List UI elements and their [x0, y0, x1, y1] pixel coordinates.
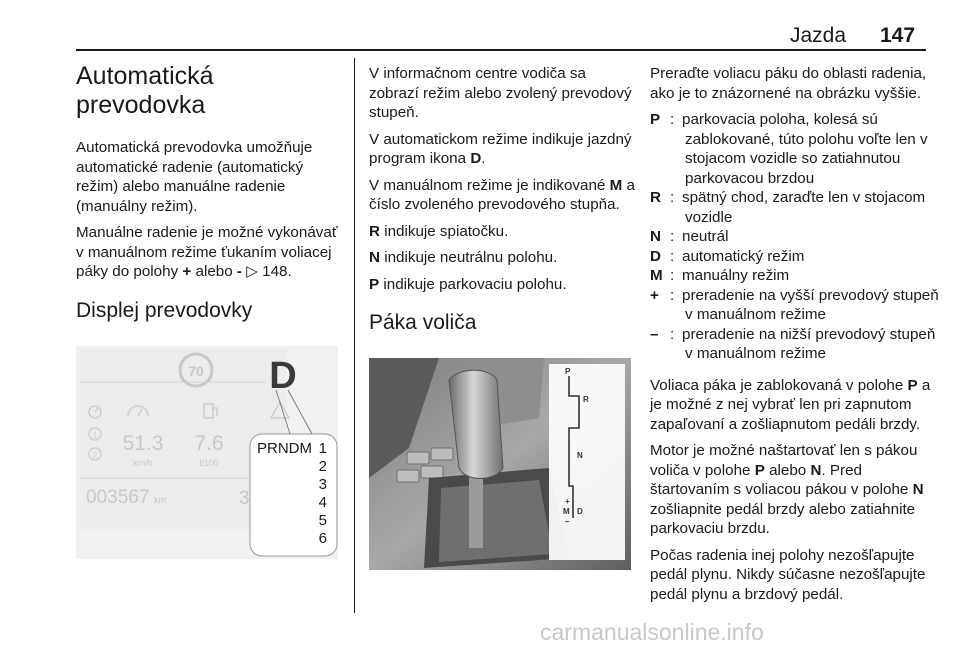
header-rule	[76, 49, 926, 51]
speed-value: 51.3	[122, 431, 164, 455]
definition-item: M : manuálny režim	[650, 267, 790, 284]
consumption-unit: l/100	[199, 457, 219, 468]
callout-label: PRNDM	[257, 439, 312, 457]
odometer-value: 003567	[86, 486, 150, 508]
odometer-unit: km	[154, 494, 166, 505]
page-number: 147	[880, 24, 916, 47]
definition-item: N : neutrál	[650, 228, 729, 245]
paragraph: P indikuje parkovaciu polohu.	[369, 275, 567, 293]
paragraph: V manuálnom režime je indikované M a číslo zvoleného prevodového stupňa.	[369, 176, 635, 213]
column-2	[369, 64, 635, 570]
svg-text:1: 1	[92, 430, 98, 440]
consumption-value: 7.6	[194, 431, 224, 455]
gate-label-minus: –	[565, 517, 570, 526]
definition-item: P : parkovacia poloha, kolesá sú zablokované, túto polohu voľte len v stojacom vozidle so zatiahnutou parkovacou brzdou	[650, 111, 928, 187]
paragraph: R indikuje spiatočku.	[369, 222, 509, 240]
paragraph: Automatická prevodovka umožňuje automatické radenie (automatický režim) alebo manuálne radenie (manuálny režim).	[76, 139, 313, 215]
callout-gear-3: 3	[318, 475, 327, 493]
gate-label-m: M	[563, 507, 570, 516]
gate-label-plus: +	[565, 497, 570, 506]
callout-gear-1: 1	[318, 439, 327, 457]
callout-gear-6: 6	[318, 529, 327, 547]
page-header-title: Jazda	[790, 24, 847, 47]
section-heading-display: Displej prevodovky	[76, 298, 253, 322]
gate-label-p: P	[565, 367, 571, 376]
footer-watermark: carmanualsonline.info	[540, 619, 764, 645]
callout-gear-2: 2	[318, 457, 327, 475]
definition-item: R : spätný chod, zaraďte len v stojacom vozidle	[650, 189, 926, 226]
gate-label-n: N	[577, 451, 583, 460]
page-reference[interactable]: 148.	[262, 263, 292, 280]
speed-limit-value: 70	[188, 362, 204, 379]
section-heading-selector-lever: Páka voliča	[369, 311, 477, 334]
paragraph: V informačnom centre vodiča sa zobrazí režim alebo zvolený prevodový stupeň.	[369, 65, 632, 121]
page-reference-icon[interactable]: ▷	[246, 263, 258, 280]
gear-digit: 3	[239, 487, 250, 509]
definition-item: – : preradenie na nižší prevodový stupeň v manuálnom režime	[650, 325, 936, 362]
speed-unit: km/h	[133, 457, 153, 468]
selector-lever-photo	[369, 358, 631, 570]
definition-list	[650, 110, 940, 364]
column-divider	[354, 58, 355, 613]
paragraph: Preraďte voliacu páku do oblasti radenia, ako je to znázornené na obrázku vyššie.	[650, 65, 927, 102]
definition-item: + : preradenie na vyšší prevodový stupeň v manuálnom režime	[650, 286, 939, 323]
column-1	[76, 62, 338, 559]
transmission-display-illustration	[76, 346, 338, 559]
paragraph: N indikuje neutrálnu polohu.	[369, 249, 558, 266]
column-3	[650, 64, 940, 611]
gate-label-r: R	[583, 395, 589, 404]
paragraph: Motor je možné naštartovať len s pákou voliča v polohe P alebo N. Pred štartovaním s voliacou pákou v polohe N zošliapnite pedál brzdy alebo zatiahnite parkovaciu brzdu.	[650, 442, 924, 537]
paragraph: Počas radenia inej polohy nezošľapujte pedál plynu. Nikdy súčasne nezošľapujte pedál plynu a brzdový pedál.	[650, 546, 926, 603]
paragraph: Manuálne radenie je možné vykonávať v manuálnom režime ťukaním voliacej páky do polohy + alebo - ▷ 148.	[76, 224, 338, 280]
paragraph: V automatickom režime indikuje jazdný program ikona D.	[369, 130, 632, 167]
svg-text:2: 2	[92, 450, 98, 460]
gate-label-d: D	[577, 507, 583, 516]
section-heading-automatic-transmission: Automatická prevodovka	[76, 62, 214, 119]
definition-item: D : automatický režim	[650, 247, 805, 265]
paragraph: Voliaca páka je zablokovaná v polohe P a je možné z nej vybrať len pri zapnutom zapaľovaní a zošliapnutom pedáli brzdy.	[650, 376, 931, 433]
gear-indicator: D	[269, 354, 297, 397]
callout-gear-5: 5	[318, 511, 327, 529]
callout-gear-4: 4	[318, 493, 327, 511]
